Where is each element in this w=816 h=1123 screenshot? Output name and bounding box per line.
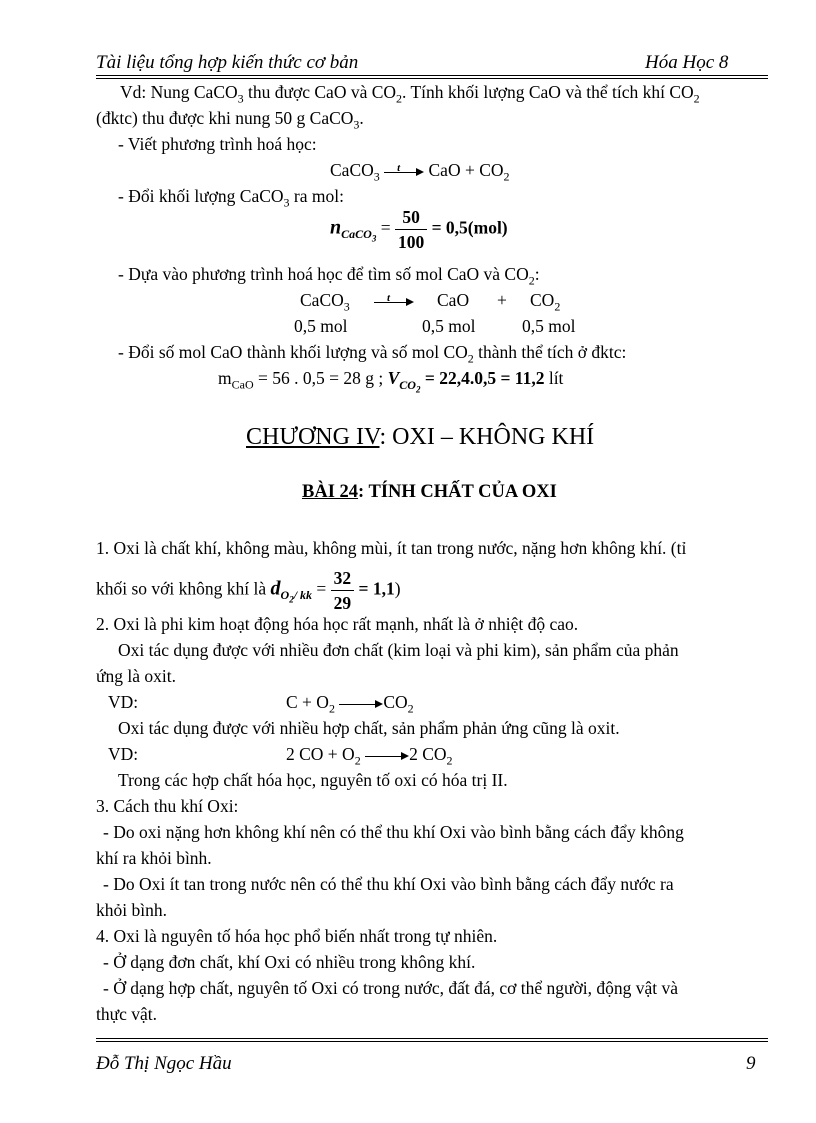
example-1-label: VD:	[108, 692, 139, 712]
density-fraction: $\frac{32}{29}$	[331, 566, 355, 615]
point-1-line-2: khối so với không khí là $d_{O_2/ kk}$ = $\frac{32}{29}$ = 1,1)	[96, 568, 401, 613]
mole-formula: $n_{CaCO_3}$ = $\frac{50}{100}$ = 0,5(mol)	[330, 207, 508, 252]
mole-fraction: $\frac{50}{100}$	[395, 205, 427, 254]
reaction-arrow-icon: t	[374, 297, 414, 307]
mol-cao: 0,5 mol	[422, 316, 476, 336]
point-4-detail-2-line-1: - Ở dạng hợp chất, nguyên tố Oxi có trong nước, đất đá, cơ thể người, động vật và	[103, 978, 679, 998]
equation-2: CaCO$_3$	[300, 290, 350, 314]
header-right: Hóa Học 8	[645, 52, 729, 73]
example-2-equation: 2 CO + $O_2$ 2 $CO_2$	[286, 744, 453, 768]
header-rule	[96, 75, 768, 76]
mass-volume-result: $m_{CaO} = 56$ . 0,5 = 28 g ; $V_{CO_2} = 22,4.0,5 = 11,2$ lít	[218, 368, 564, 394]
step-4: - Đổi số mol CaO thành khối lượng và số mol $CO_2$ thành thể tích ở đktc:	[118, 342, 627, 366]
point-2-compounds: Oxi tác dụng được với nhiều hợp chất, sản phẩm phản ứng cũng là oxit.	[118, 718, 620, 738]
point-4-detail-1: - Ở dạng đơn chất, khí Oxi có nhiều trong không khí.	[103, 952, 476, 972]
equation-2-co2: $CO_2$	[530, 290, 561, 314]
page-number: 9	[746, 1053, 756, 1074]
reaction-arrow-icon	[365, 751, 409, 761]
point-3-method-1-line-1: - Do oxi nặng hơn không khí nên có thể thu khí Oxi vào bình bằng cách đẩy không	[103, 822, 684, 842]
chapter-title: CHƯƠNG IV: OXI – KHÔNG KHÍ	[246, 424, 595, 450]
step-2: - Đổi khối lượng CaCO$_3$ ra mol:	[118, 186, 344, 210]
header-left: Tài liệu tổng hợp kiến thức cơ bản	[96, 52, 359, 73]
footer-rule	[96, 1038, 768, 1039]
footer-author: Đỗ Thị Ngọc Hầu	[96, 1053, 232, 1074]
point-4: 4. Oxi là nguyên tố hóa học phổ biến nhất trong tự nhiên.	[96, 926, 498, 946]
example-2-label: VD:	[108, 744, 139, 764]
mol-caco3: 0,5 mol	[294, 316, 348, 336]
footer-rule-2	[96, 1041, 768, 1042]
example-intro-line-2: (đktc) thu được khi nung 50 g CaCO$_3$.	[96, 108, 364, 132]
equation-2-cao: CaO	[437, 290, 470, 310]
header-rule-2	[96, 78, 768, 79]
point-3-method-2-line-2: khỏi bình.	[96, 900, 167, 920]
reaction-arrow-icon	[339, 699, 383, 709]
point-3-method-2-line-1: - Do Oxi ít tan trong nước nên có thể thu khí Oxi vào bình bằng cách đẩy nước ra	[103, 874, 674, 894]
example-1-equation: $C + O_2$ $CO_2$	[286, 692, 414, 716]
point-2: 2. Oxi là phi kim hoạt động hóa học rất mạnh, nhất là ở nhiệt độ cao.	[96, 614, 579, 634]
step-3: - Dựa vào phương trình hoá học để tìm số mol CaO và $CO_2$:	[118, 264, 540, 288]
equation-2-plus: +	[497, 290, 507, 310]
example-intro-line-1: Vd: Nung CaCO$_3$ thu được CaO và $CO_2$. Tính khối lượng CaO và thể tích khí $CO_2$	[120, 82, 700, 106]
mol-co2: 0,5 mol	[522, 316, 576, 336]
point-4-detail-2-line-2: thực vật.	[96, 1004, 157, 1024]
reaction-arrow-icon: t	[384, 167, 424, 177]
point-2-detail-line-1: Oxi tác dụng được với nhiều đơn chất (kim loại và phi kim), sản phẩm của phản	[118, 640, 679, 660]
point-3-method-1-line-2: khí ra khỏi bình.	[96, 848, 212, 868]
lesson-title: BÀI 24: TÍNH CHẤT CỦA OXI	[302, 482, 557, 502]
point-2-detail-line-2: ứng là oxit.	[96, 666, 176, 686]
equation-2-arrow	[374, 288, 414, 312]
point-2-valence: Trong các hợp chất hóa học, nguyên tố oxi có hóa trị II.	[118, 770, 508, 790]
point-1-line-1: 1. Oxi là chất khí, không màu, không mùi, ít tan trong nước, nặng hơn không khí. (tỉ	[96, 538, 687, 558]
equation-1: CaCO$_3$ t CaO + $CO_2$	[330, 160, 510, 184]
step-1: - Viết phương trình hoá học:	[118, 134, 317, 154]
point-3: 3. Cách thu khí Oxi:	[96, 796, 239, 816]
